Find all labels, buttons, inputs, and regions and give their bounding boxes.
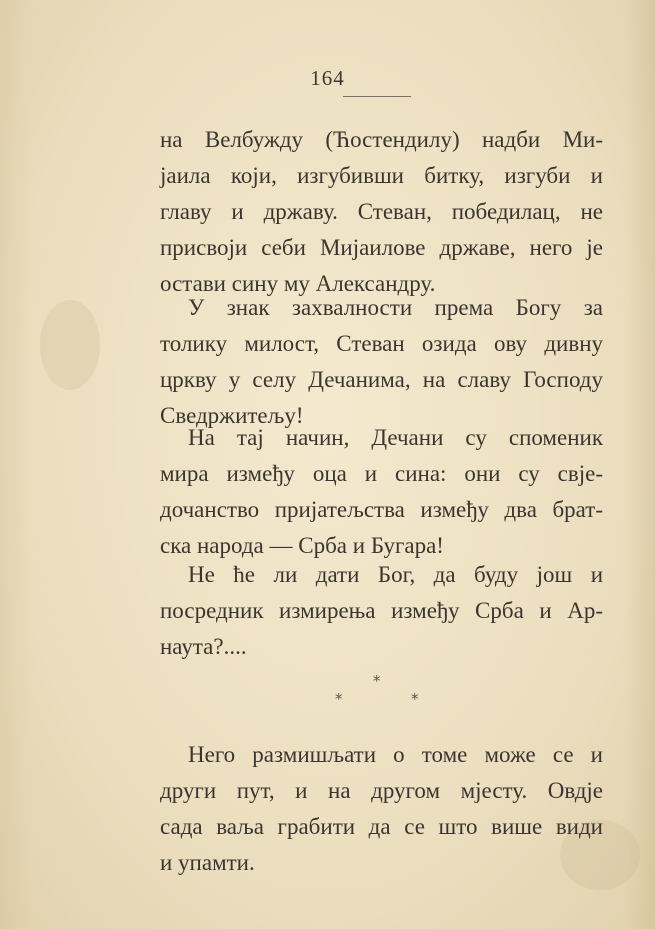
text-line: мира између оца и сина: они су свје- xyxy=(160,461,603,486)
asterisk: * xyxy=(373,672,381,690)
text-line: главу и државу. Стеван, победилац, не xyxy=(160,199,603,224)
text-line: јаила који, изгубивши битку, изгуби и xyxy=(160,163,603,188)
text-line: Сведржитељу! xyxy=(160,403,304,428)
asterism-separator xyxy=(0,672,655,712)
paper-stain xyxy=(40,300,100,390)
page-number: 164 xyxy=(310,66,345,90)
asterisk: * xyxy=(335,690,343,708)
text-line: У знак захвалности према Богу за xyxy=(188,295,603,320)
text-line: ска народа — Срба и Бугара! xyxy=(160,533,444,558)
paragraph-2 xyxy=(160,290,603,434)
text-line: сада ваља грабити да се што више види xyxy=(160,814,603,839)
text-line: дочанство пријатељства између два брат- xyxy=(160,497,603,522)
text-line: Не ће ли дати Бог, да буду још и xyxy=(188,562,603,587)
text-line: толику милост, Стеван озида ову дивну xyxy=(160,331,603,356)
text-line: На тај начин, Дечани су споменик xyxy=(188,425,603,450)
text-line: остави сину му Александру. xyxy=(160,271,436,296)
text-line: и упамти. xyxy=(160,850,255,875)
paragraph-5 xyxy=(160,737,603,881)
text-line: други пут, и на другом мјесту. Овдје xyxy=(160,778,603,803)
text-line: посредник измирења између Срба и Ар- xyxy=(160,598,603,623)
text-line: цркву у селу Дечанима, на славу Господу xyxy=(160,367,603,392)
paragraph-1 xyxy=(160,122,603,302)
text-line: присвоји себи Мијаилове државе, него је xyxy=(160,235,603,260)
asterisk: * xyxy=(411,690,419,708)
text-line: наута?.... xyxy=(160,634,247,659)
paragraph-4 xyxy=(160,557,603,665)
text-line: Него размишљати о томе може се и xyxy=(188,742,603,767)
text-line: на Велбужду (Ћостендилу) надби Ми- xyxy=(160,127,603,152)
page-number-rule xyxy=(343,96,411,97)
paragraph-3 xyxy=(160,420,603,564)
